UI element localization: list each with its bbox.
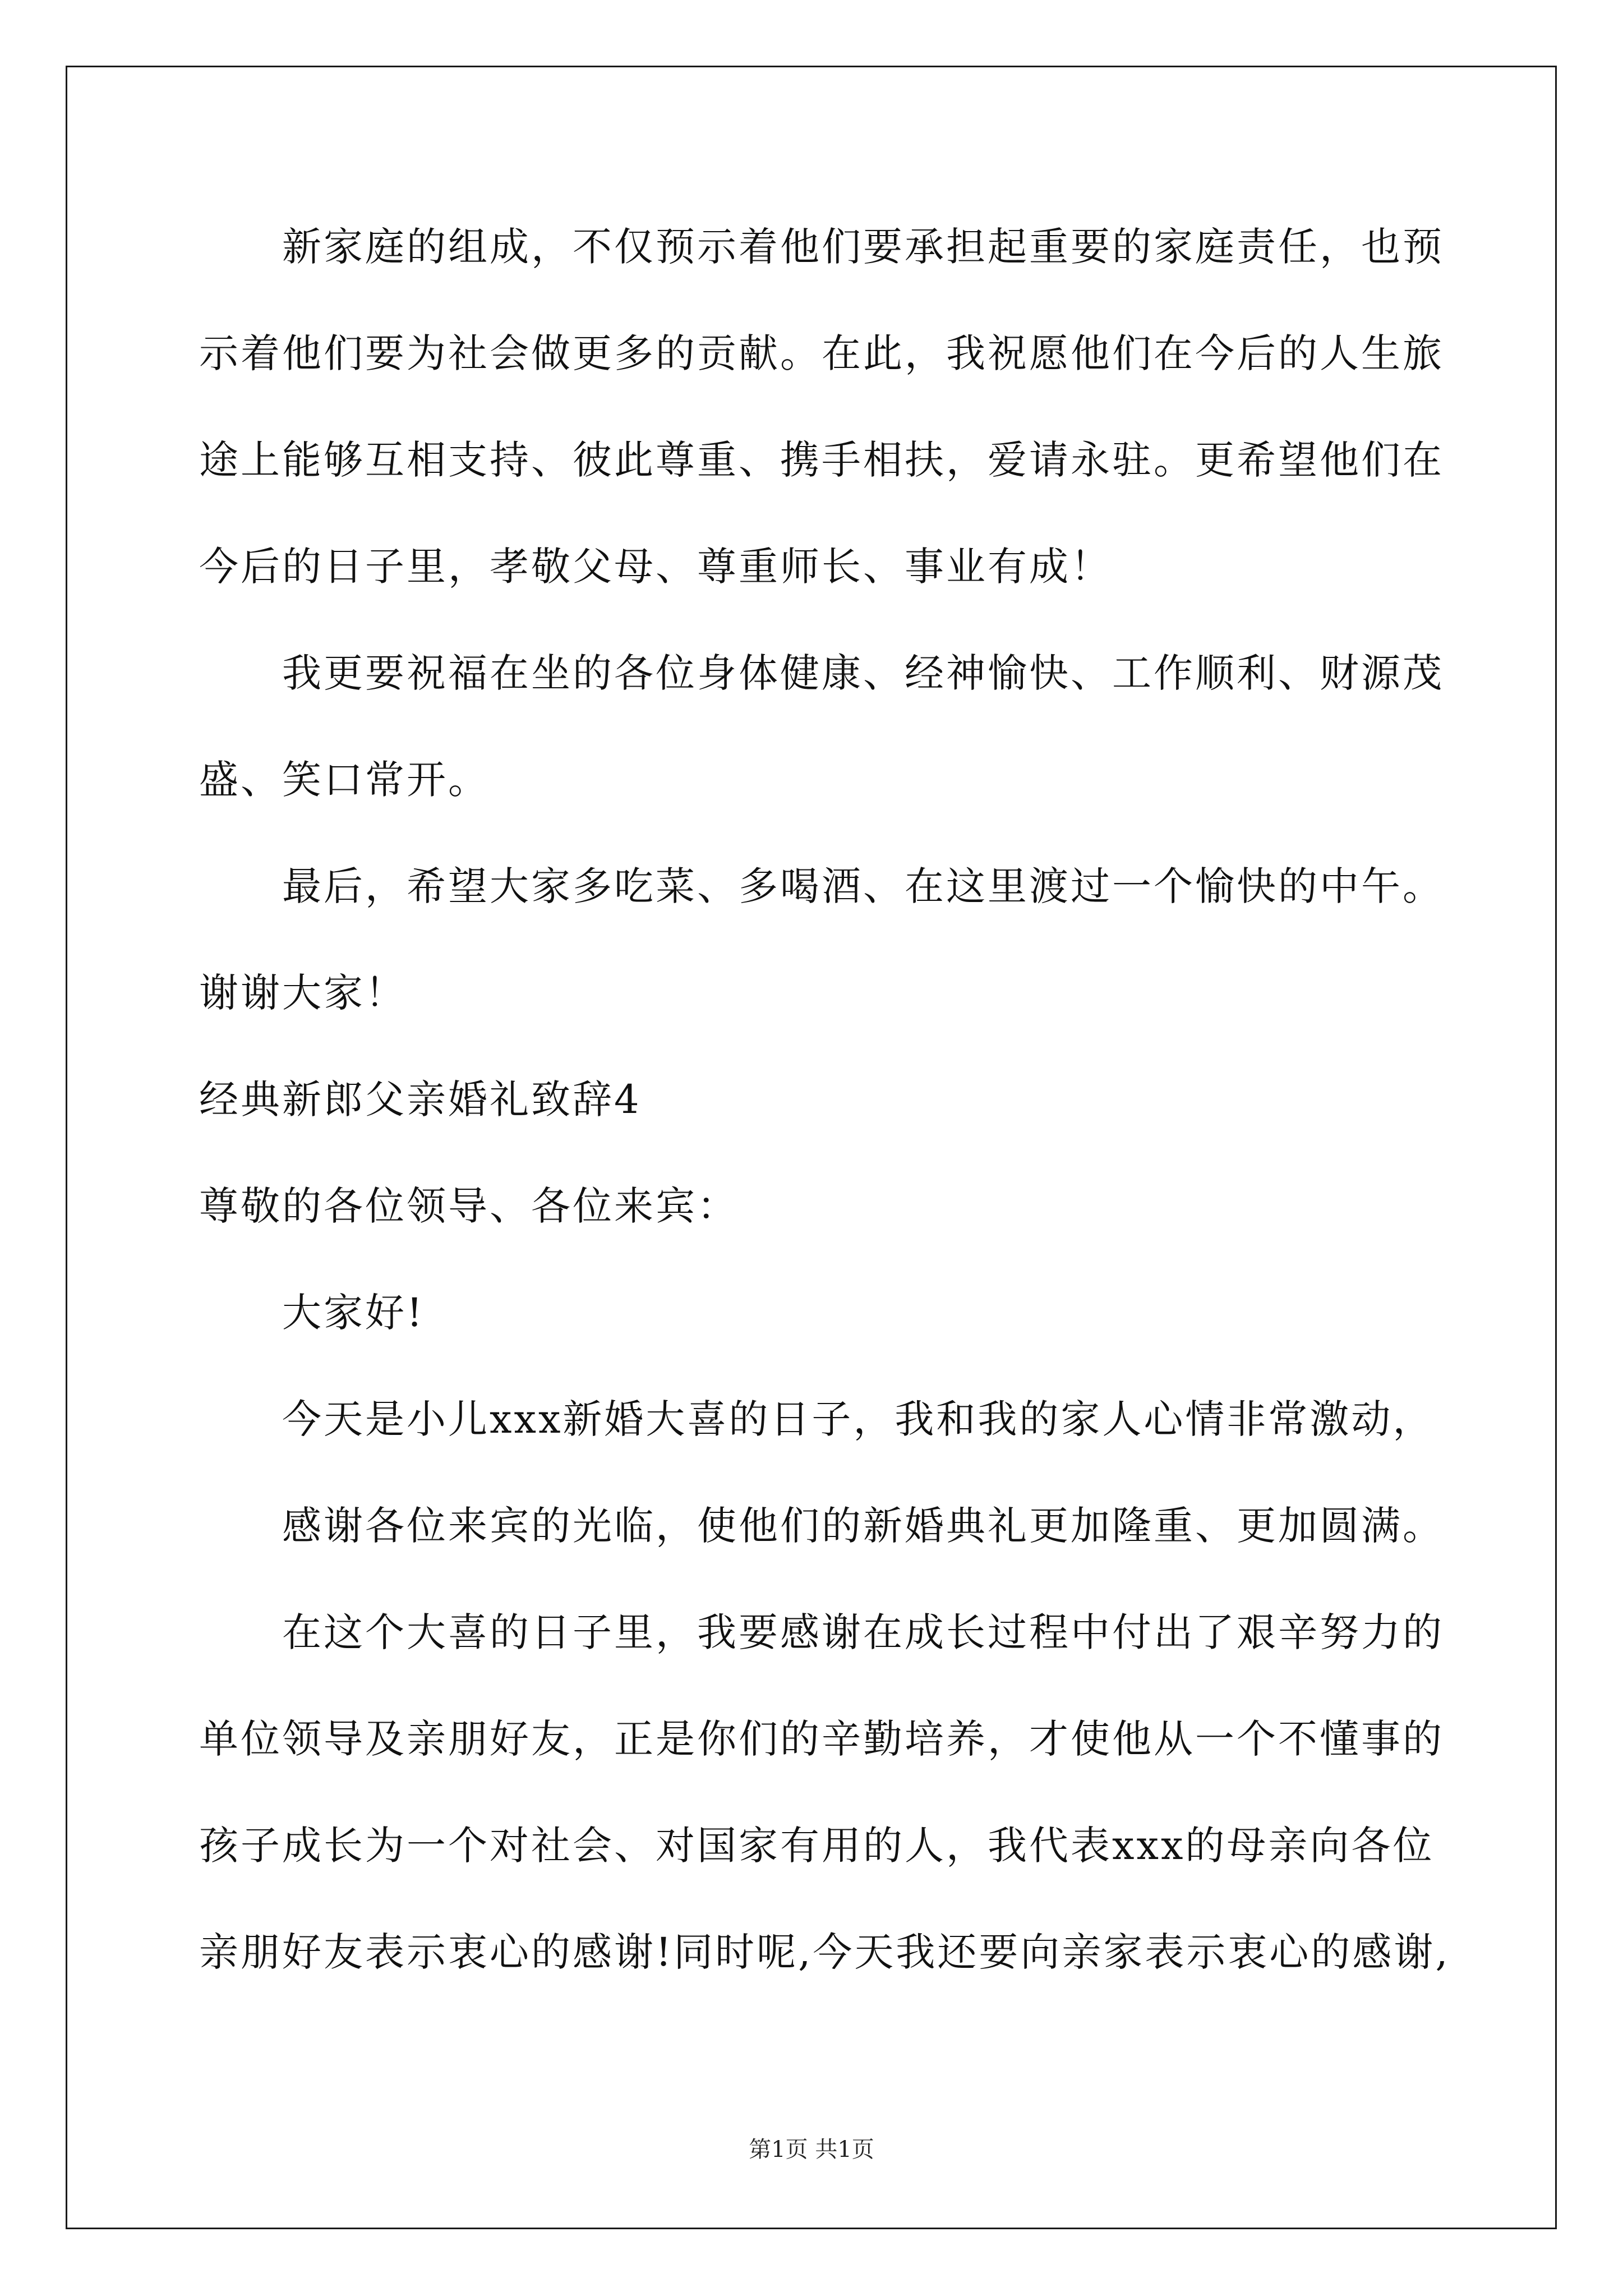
- text-line: 大家好!: [282, 1290, 425, 1336]
- text-line: 盛、笑口常开。: [199, 757, 490, 803]
- text-line: 示着他们要为社会做更多的贡献。在此，我祝愿他们在今后的人生旅: [199, 330, 1444, 376]
- text-line: 谢谢大家！: [199, 970, 407, 1016]
- text-line: 感谢各位来宾的光临，使他们的新婚典礼更加隆重、更加圆满。: [282, 1503, 1444, 1549]
- text-line: 孩子成长为一个对社会、对国家有用的人，我代表xxx的母亲向各位: [199, 1823, 1435, 1869]
- text-line: 途上能够互相支持、彼此尊重、携手相扶，爱请永驻。更希望他们在: [199, 437, 1444, 483]
- text-line: 今后的日子里，孝敬父母、尊重师长、事业有成！: [199, 544, 1112, 590]
- text-line: 今天是小儿xxx新婚大喜的日子，我和我的家人心情非常激动，: [282, 1396, 1435, 1442]
- page-footer: 第1页 共1页: [749, 2137, 874, 2162]
- section-heading: 经典新郎父亲婚礼致辞4: [199, 1076, 642, 1122]
- text-line: 在这个大喜的日子里，我要感谢在成长过程中付出了艰辛努力的: [282, 1609, 1444, 1655]
- text-line: 单位领导及亲朋好友，正是你们的辛勤培养，才使他从一个不懂事的: [199, 1716, 1444, 1762]
- text-line: 亲朋好友表示衷心的感谢!同时呢,今天我还要向亲家表示衷心的感谢,: [199, 1929, 1450, 1975]
- text-line: 我更要祝福在坐的各位身体健康、经神愉快、工作顺利、财源茂: [282, 650, 1444, 696]
- text-line: 最后，希望大家多吃菜、多喝酒、在这里渡过一个愉快的中午。: [282, 863, 1444, 909]
- text-line: 尊敬的各位领导、各位来宾：: [199, 1183, 739, 1229]
- text-line: 新家庭的组成，不仅预示着他们要承担起重要的家庭责任，也预: [282, 224, 1444, 270]
- page-border: [66, 66, 1557, 2229]
